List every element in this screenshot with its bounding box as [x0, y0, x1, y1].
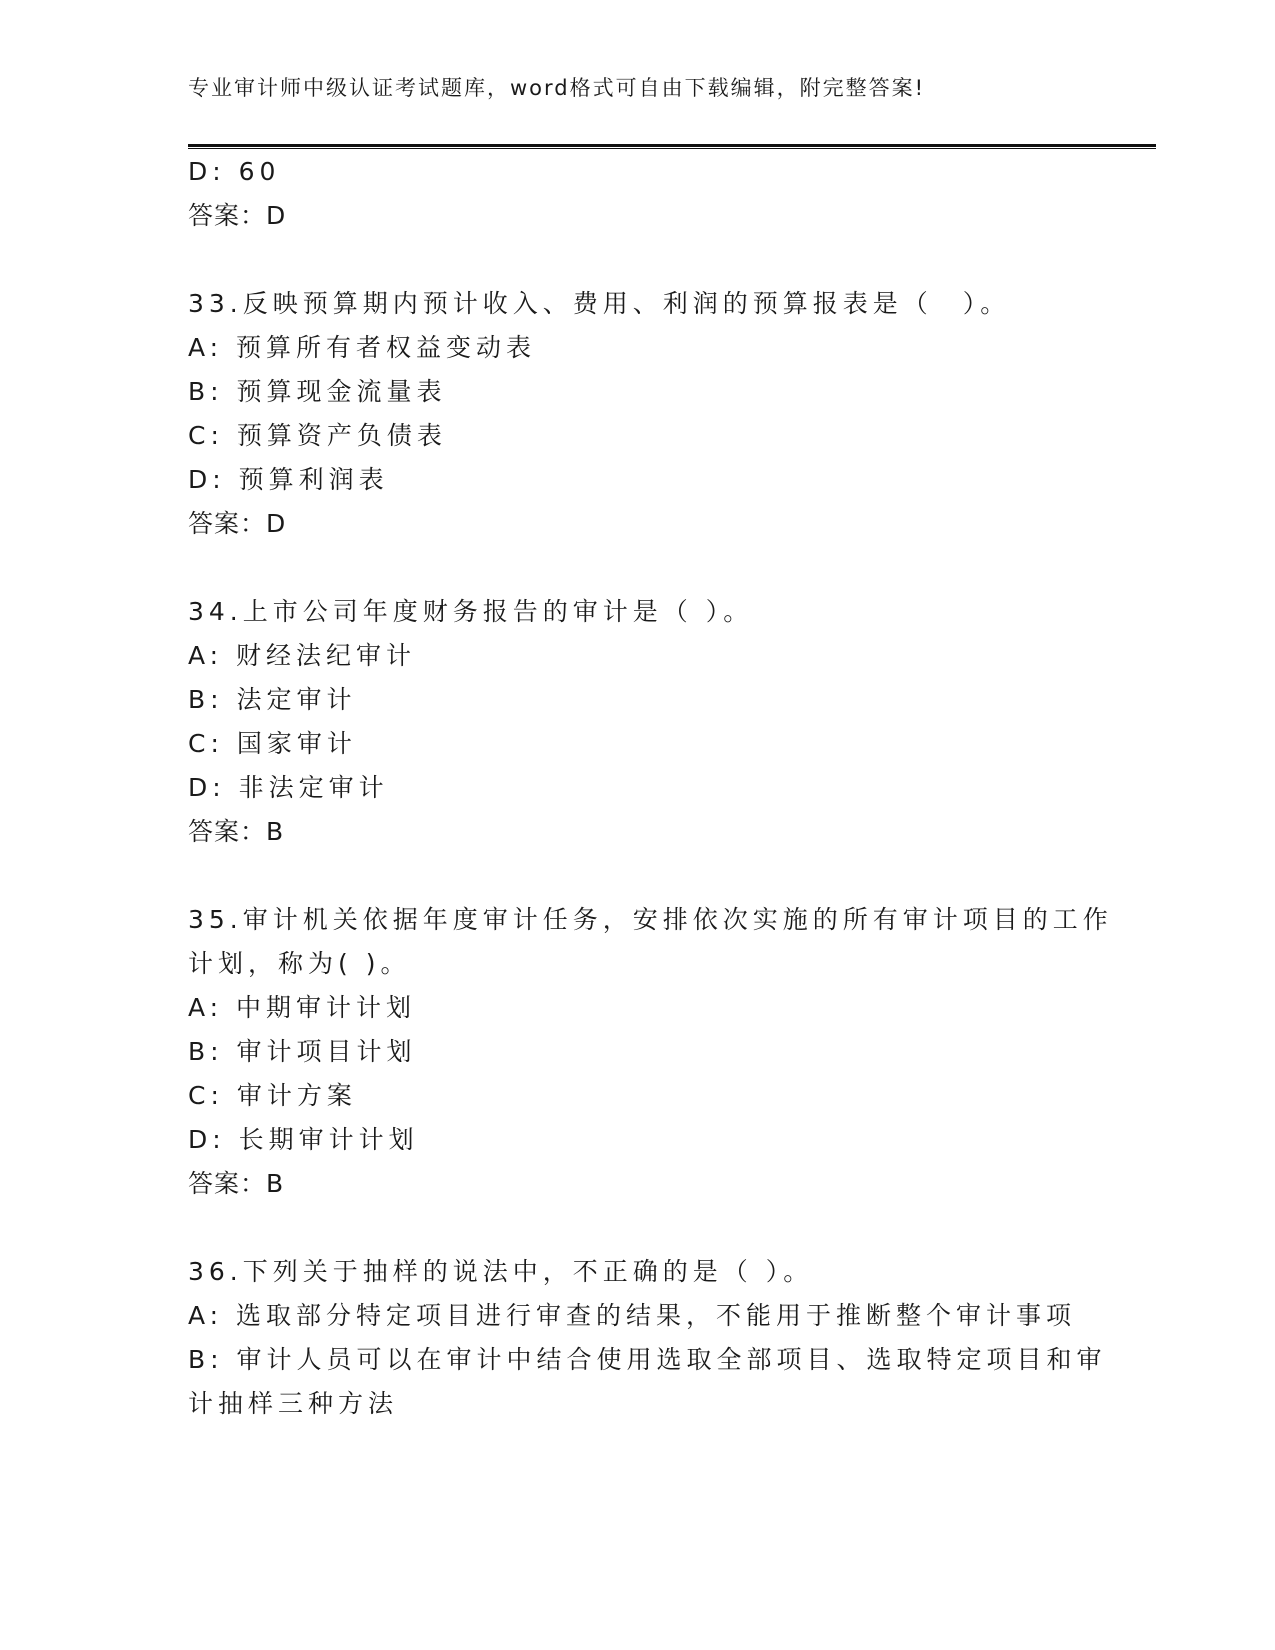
option-b-continued: 计抽样三种方法 — [188, 1389, 399, 1418]
option-d: D: 预算利润表 — [188, 465, 389, 494]
option-c: C: 国家审计 — [188, 729, 357, 758]
option-a: A: 中期审计计划 — [188, 993, 417, 1022]
option-a: A: 预算所有者权益变动表 — [188, 333, 537, 362]
page-header: 专业审计师中级认证考试题库，word格式可自由下载编辑，附完整答案! — [188, 76, 926, 100]
option-a: A: 选取部分特定项目进行审查的结果，不能用于推断整个审计事项 — [188, 1301, 1077, 1330]
answer: 答案：B — [188, 1169, 285, 1198]
option-b: B: 审计项目计划 — [188, 1037, 417, 1066]
answer: 答案：D — [188, 509, 287, 538]
option-b: B: 预算现金流量表 — [188, 377, 447, 406]
question-stem: 34.上市公司年度财务报告的审计是（ ）。 — [188, 597, 754, 626]
option-c: C: 审计方案 — [188, 1081, 357, 1110]
option-d: D: 非法定审计 — [188, 773, 389, 802]
option-c: C: 预算资产负债表 — [188, 421, 447, 450]
option-a: A: 财经法纪审计 — [188, 641, 417, 670]
question-stem: 35.审计机关依据年度审计任务，安排依次实施的所有审计项目的工作 — [188, 905, 1113, 934]
header-divider — [188, 144, 1156, 149]
question-stem: 36.下列关于抽样的说法中，不正确的是（ ）。 — [188, 1257, 814, 1286]
answer: 答案：B — [188, 817, 285, 846]
option-b: B: 审计人员可以在审计中结合使用选取全部项目、选取特定项目和审 — [188, 1345, 1107, 1374]
question-stem: 33.反映预算期内预计收入、费用、利润的预算报表是（ ）。 — [188, 289, 1011, 318]
answer: 答案：D — [188, 201, 287, 230]
option-d: D: 60 — [188, 157, 281, 186]
question-stem-continued: 计划，称为( )。 — [188, 949, 411, 978]
option-d: D: 长期审计计划 — [188, 1125, 419, 1154]
option-b: B: 法定审计 — [188, 685, 357, 714]
